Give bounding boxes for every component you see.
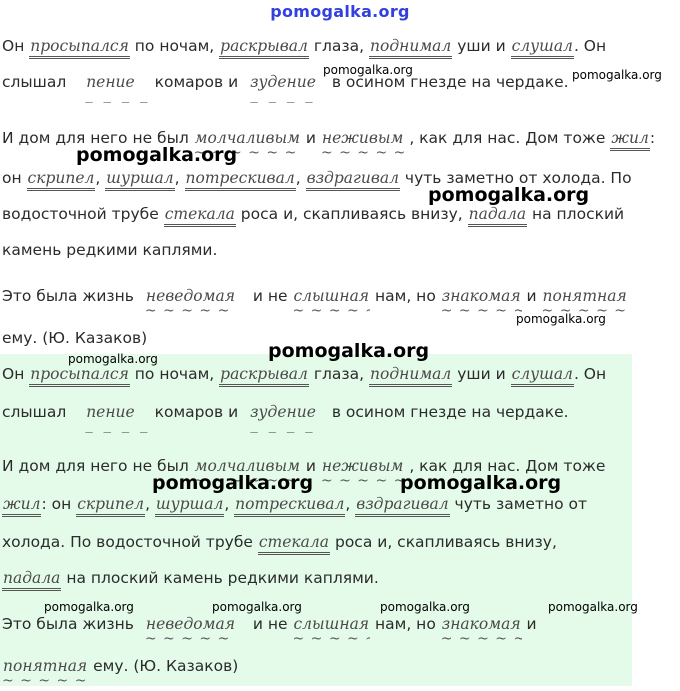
predicate: слушал (511, 37, 574, 59)
text: уши и (452, 365, 511, 383)
paragraph-line (2, 494, 587, 517)
text: слышал (2, 403, 72, 421)
text: уши и (452, 37, 511, 55)
definition: неживым ~ ~ ~ (321, 456, 404, 476)
text: : он (41, 495, 77, 513)
text: , (174, 169, 185, 187)
predicate: просыпался (29, 365, 130, 387)
text: по ночам, (129, 37, 220, 55)
watermark: pomogalka.org (76, 144, 238, 166)
predicate: поднимал (369, 365, 452, 387)
predicate: падала (2, 569, 61, 591)
text: роса и, скапливаясь внизу, (235, 205, 468, 223)
predicate: раскрывал (219, 365, 309, 387)
text: глаза, (308, 37, 369, 55)
watermark: pomogalka.org (428, 184, 590, 206)
predicate: стекала (258, 533, 330, 555)
predicate: потрескивал (185, 169, 296, 191)
paragraph-line (2, 204, 624, 227)
text: ему. (Ю. Казаков) (88, 657, 239, 675)
predicate: скрипел (76, 495, 145, 517)
paragraph-line (2, 568, 379, 591)
text: слышал (2, 73, 72, 91)
text: и (521, 615, 537, 633)
paragraph-line (2, 364, 606, 387)
text: и (521, 287, 542, 305)
text: холода. По водосточной трубе (2, 533, 258, 551)
definition: знакомая ~ ~ ~ (441, 286, 522, 306)
text: , (295, 169, 306, 187)
text: , (145, 495, 155, 513)
text: ему. (Ю. Казаков) (2, 329, 148, 347)
object: пение _ _ _ _ (85, 72, 136, 92)
watermark: pomogalka.org (572, 68, 662, 82)
watermark: pomogalka.org (212, 600, 302, 614)
definition: слышная ~ ~ ~ (293, 286, 371, 306)
definition: молчаливым ~ ~ ~ (194, 128, 301, 148)
definition: понятная ~ ~ ~ (2, 656, 88, 676)
object: пение _ _ _ _ (85, 402, 136, 422)
text: нам, но (370, 615, 441, 633)
watermark: pomogalka.org (400, 472, 562, 494)
text: и (300, 457, 321, 475)
predicate: раскрывал (219, 37, 309, 59)
text: водосточной трубе (2, 205, 164, 223)
text: он (2, 169, 27, 187)
text: комаров и (149, 403, 244, 421)
watermark: pomogalka.org (152, 472, 314, 494)
watermark: pomogalka.org (323, 63, 413, 77)
paragraph-line (2, 240, 217, 260)
text: камень редкими каплями. (2, 241, 218, 259)
predicate: падала (468, 205, 527, 227)
text: , (95, 169, 106, 187)
paragraph-line (2, 402, 569, 422)
watermark: pomogalka.org (380, 600, 470, 614)
text: и не (247, 287, 293, 305)
text: И дом для него не был (2, 129, 194, 147)
text: , (345, 495, 356, 513)
watermark: pomogalka.org (548, 600, 638, 614)
predicate: слушал (511, 365, 574, 387)
text: и не (247, 615, 293, 633)
predicate: шуршал (105, 169, 174, 191)
watermark: pomogalka.org (44, 600, 134, 614)
text: по ночам, (129, 365, 220, 383)
paragraph-line (2, 614, 537, 634)
predicate: скрипел (27, 169, 96, 191)
definition: неживым ~ ~ ~ (321, 128, 404, 148)
object: зудение _ _ _ _ (249, 72, 317, 92)
text: чуть заметно от (449, 495, 588, 513)
paragraph-line (2, 36, 606, 59)
object: зудение _ _ _ _ (249, 402, 317, 422)
text: И дом для него не был (2, 457, 194, 475)
text: нам, но (370, 287, 441, 305)
text: на плоский камень редкими каплями. (61, 569, 379, 587)
text: : (649, 129, 656, 147)
definition: знакомая ~ ~ ~ (441, 614, 522, 634)
text: . Он (573, 365, 607, 383)
text: . Он (573, 37, 607, 55)
text: в осином гнезде на чердаке. (326, 73, 569, 91)
definition: неведомая ~ ~ ~ (145, 614, 236, 634)
definition: неведомая ~ ~ ~ (145, 286, 236, 306)
text: в осином гнезде на чердаке. (326, 403, 569, 421)
site-header-link[interactable]: pomogalka.org (270, 2, 410, 21)
text: и (300, 129, 321, 147)
predicate: вздрагивал (306, 169, 400, 191)
text: Он (2, 37, 30, 55)
predicate: жил (2, 495, 41, 517)
watermark: pomogalka.org (68, 352, 158, 366)
text: на плоский (527, 205, 625, 223)
predicate: потрескивал (234, 495, 345, 517)
predicate: поднимал (369, 37, 452, 59)
text: Это была жизнь (2, 615, 139, 633)
text: , как для нас. Дом тоже (404, 457, 606, 475)
text: Он (2, 365, 30, 383)
predicate: стекала (164, 205, 236, 227)
predicate: шуршал (155, 495, 224, 517)
watermark: pomogalka.org (268, 340, 430, 362)
predicate: вздрагивал (355, 495, 449, 517)
paragraph-line (2, 286, 628, 306)
paragraph-line (2, 656, 238, 676)
text: чуть заметно от холода. По (399, 169, 632, 187)
paragraph-line (2, 72, 569, 92)
text: роса и, скапливаясь внизу, (330, 533, 557, 551)
text: Это была жизнь (2, 287, 139, 305)
text: комаров и (149, 73, 244, 91)
predicate: жил (610, 129, 649, 151)
definition: молчаливым ~ ~ ~ (194, 456, 301, 476)
paragraph-line (2, 328, 147, 348)
text: , как для нас. Дом тоже (404, 129, 611, 147)
predicate: просыпался (29, 37, 130, 59)
watermark: pomogalka.org (516, 312, 606, 326)
text: , (224, 495, 235, 513)
definition: слышная ~ ~ ~ (293, 614, 371, 634)
definition: понятная ~ ~ ~ (542, 286, 628, 306)
paragraph-line (2, 532, 557, 555)
text: глаза, (308, 365, 369, 383)
